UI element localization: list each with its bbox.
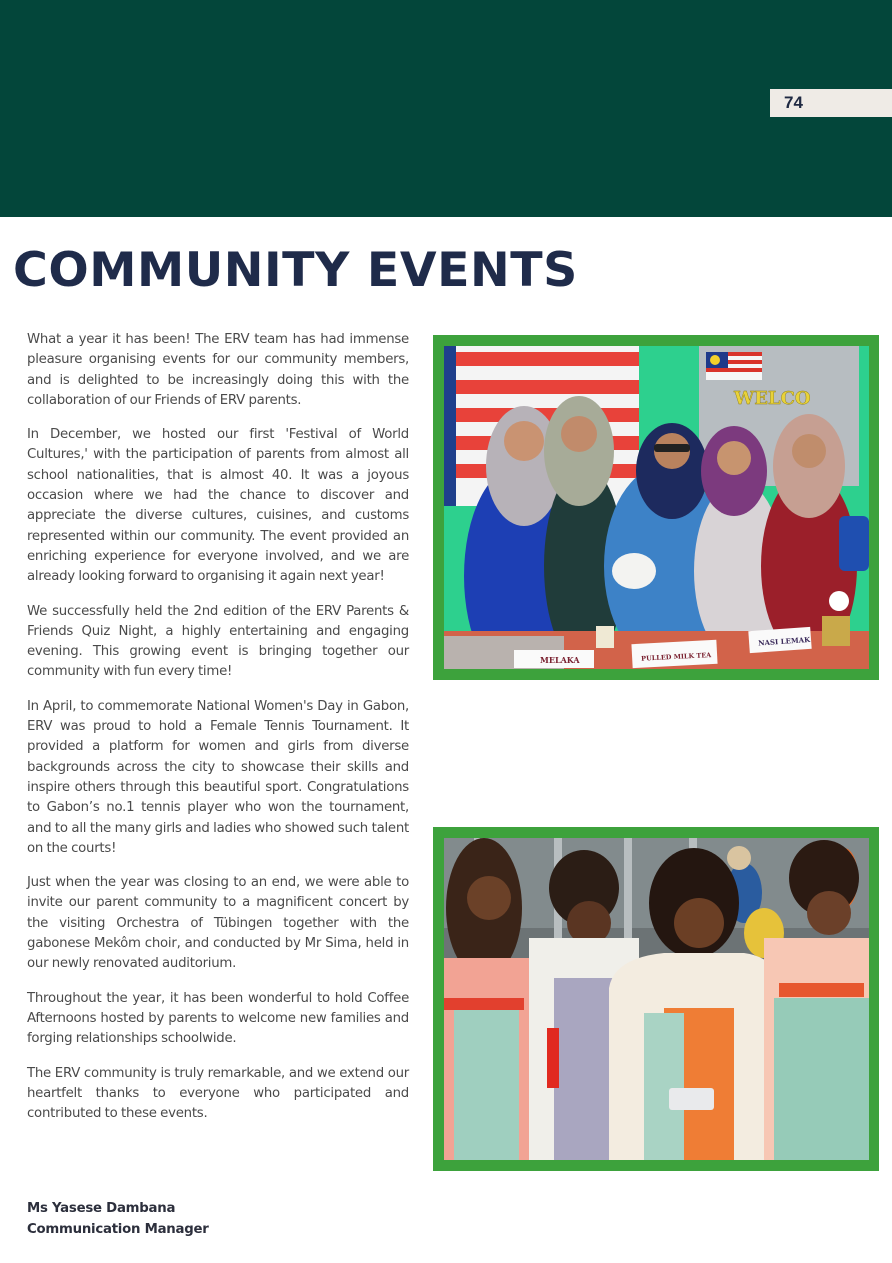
paragraph-intro: What a year it has been! The ERV team has had immense pleasure organising events for our community members, and is delighted to be increasingly doing this with the collaboration of our Friends of ERV parents. [27, 332, 409, 408]
paragraph-coffee: Throughout the year, it has been wonderful to hold Coffee Afternoons hosted by parents to welcome new families and forging relationships schoolwide. [27, 990, 409, 1047]
welcome-sign-text: WELCO [734, 388, 811, 409]
paragraph-quiz-night: We successfully held the 2nd edition of the ERV Parents & Friends Quiz Night, a highly entertaining and engaging evening. This growing event is bringing together our community with fun every time! [27, 603, 409, 680]
paragraph-concert: Just when the year was closing to an end, we were able to invite our parent community to a magnificent concert by the visiting Orchestra of Tübingen together with the gabonese Mekôm choir, and conducted by Mr Sima, held in our newly renovated auditorium. [27, 875, 409, 972]
culture-photo-illustration [444, 838, 869, 1160]
signature [27, 1199, 209, 1240]
paragraph-thanks: The ERV community is truly remarkable, and we extend our heartfelt thanks to everyone who participated and contributed to these events. [27, 1065, 409, 1122]
article-body [27, 330, 409, 1138]
paragraph-festival: In December, we hosted our first 'Festival of World Cultures,' with the participation of parents from almost all school nationalities, that is almost 40. It was a joyous occasion where we had the chance to discover and appreciate the diverse cultures, cuisines, and customs represented within our community. The event provided an enriching experience for everyone involved, and we are already looking forward to organising it again next year! [27, 427, 409, 585]
melaka-sign-text: MELAKA [540, 655, 580, 665]
signature-name: Ms Yasese Dambana [27, 1201, 176, 1216]
nasi-lemak-sign-text: NASI LEMAK [757, 634, 811, 648]
festival-photo-illustration [444, 346, 869, 669]
welcome-poster-text [733, 388, 811, 409]
header-band [0, 0, 892, 217]
culture-photo [444, 838, 869, 1160]
festival-photo [444, 346, 869, 669]
signature-role: Communication Manager [27, 1221, 209, 1237]
photo-frame-culture [433, 827, 879, 1171]
milk-tea-sign-text: PULLED MILK TEA [640, 651, 712, 663]
page-number-tab [770, 89, 892, 117]
photo-frame-festival [433, 335, 879, 680]
page-number: 74 [784, 93, 803, 112]
paragraph-tennis: In April, to commemorate National Women's Day in Gabon, ERV was proud to hold a Female Tennis Tournament. It provided a platform for women and girls from diverse backgrounds across the city to showcase their skills and inspire others through this beautiful sport. Congratulations to Gabon’s no.1 tennis player who won the tournament, and to all the many girls and ladies who showed such talent on the courts! [27, 698, 409, 856]
page-title: COMMUNITY EVENTS [13, 243, 578, 298]
